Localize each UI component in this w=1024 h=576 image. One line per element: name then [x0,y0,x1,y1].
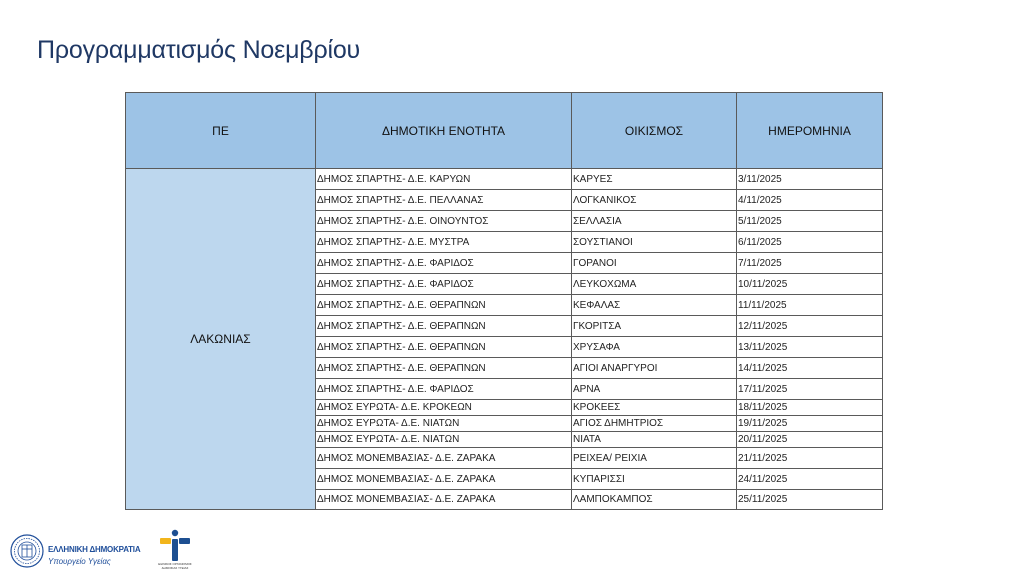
page-title: Προγραμματισμός Νοεμβρίου [37,36,361,64]
government-label [48,544,140,568]
date-cell: 5/11/2025 [737,211,883,232]
date-cell: 11/11/2025 [737,295,883,316]
schedule-table [125,92,883,510]
settlement-cell: ΡΕΙΧΕΑ/ ΡΕΙΧΙΑ [572,448,737,469]
unit-cell: ΔΗΜΟΣ ΣΠΑΡΤΗΣ- Δ.Ε. ΦΑΡΙΔΟΣ [316,379,572,400]
settlement-cell: ΣΟΥΣΤΙΑΝΟΙ [572,232,737,253]
unit-cell: ΔΗΜΟΣ ΣΠΑΡΤΗΣ- Δ.Ε. ΘΕΡΑΠΝΩΝ [316,316,572,337]
date-cell: 19/11/2025 [737,416,883,432]
date-cell: 13/11/2025 [737,337,883,358]
unit-cell: ΔΗΜΟΣ ΕΥΡΩΤΑ- Δ.Ε. ΝΙΑΤΩΝ [316,416,572,432]
settlement-cell: ΛΑΜΠΟΚΑΜΠΟΣ [572,490,737,510]
date-cell: 4/11/2025 [737,190,883,211]
date-cell: 25/11/2025 [737,490,883,510]
eody-caption: ΕΘΝΙΚΟΣ ΟΡΓΑΝΙΣΜΟΣ ΔΗΜΟΣΙΑΣ ΥΓΕΙΑΣ [158,562,192,570]
unit-cell: ΔΗΜΟΣ ΣΠΑΡΤΗΣ- Δ.Ε. ΘΕΡΑΠΝΩΝ [316,337,572,358]
table-header-row [126,93,883,169]
settlement-cell: ΑΓΙΟΣ ΔΗΜΗΤΡΙΟΣ [572,416,737,432]
date-cell: 10/11/2025 [737,274,883,295]
settlement-cell: ΛΟΓΚΑΝΙΚΟΣ [572,190,737,211]
settlement-cell: ΣΕΛΛΑΣΙΑ [572,211,737,232]
settlement-cell: ΚΑΡΥΕΣ [572,169,737,190]
greek-republic-seal-icon [10,534,44,568]
settlement-cell: ΧΡΥΣΑΦΑ [572,337,737,358]
date-cell: 14/11/2025 [737,358,883,379]
pe-cell: ΛΑΚΩΝΙΑΣ [126,169,316,510]
unit-cell: ΔΗΜΟΣ ΜΟΝΕΜΒΑΣΙΑΣ- Δ.Ε. ΖΑΡΑΚΑ [316,469,572,490]
ministry-name: Υπουργείο Υγείας [48,557,111,566]
settlement-cell: ΚΡΟΚΕΕΣ [572,400,737,416]
settlement-cell: ΓΚΟΡΙΤΣΑ [572,316,737,337]
settlement-cell: ΓΟΡΑΝΟΙ [572,253,737,274]
date-cell: 7/11/2025 [737,253,883,274]
table-row [126,169,883,190]
unit-cell: ΔΗΜΟΣ ΣΠΑΡΤΗΣ- Δ.Ε. ΘΕΡΑΠΝΩΝ [316,295,572,316]
gov-name: ΕΛΛΗΝΙΚΗ ΔΗΜΟΚΡΑΤΙΑ [48,545,141,554]
date-cell: 3/11/2025 [737,169,883,190]
unit-cell: ΔΗΜΟΣ ΣΠΑΡΤΗΣ- Δ.Ε. ΦΑΡΙΔΟΣ [316,274,572,295]
settlement-cell: ΚΕΦΑΛΑΣ [572,295,737,316]
settlement-cell: ΚΥΠΑΡΙΣΣΙ [572,469,737,490]
settlement-cell: ΝΙΑΤΑ [572,432,737,448]
date-cell: 24/11/2025 [737,469,883,490]
header-municipal-unit: ΔΗΜΟΤΙΚΗ ΕΝΟΤΗΤΑ [316,93,572,169]
eody-cross-logo-icon [150,528,200,564]
date-cell: 20/11/2025 [737,432,883,448]
unit-cell: ΔΗΜΟΣ ΣΠΑΡΤΗΣ- Δ.Ε. ΘΕΡΑΠΝΩΝ [316,358,572,379]
unit-cell: ΔΗΜΟΣ ΕΥΡΩΤΑ- Δ.Ε. ΝΙΑΤΩΝ [316,432,572,448]
date-cell: 6/11/2025 [737,232,883,253]
header-pe: ΠΕ [126,93,316,169]
unit-cell: ΔΗΜΟΣ ΣΠΑΡΤΗΣ- Δ.Ε. ΚΑΡΥΩΝ [316,169,572,190]
date-cell: 18/11/2025 [737,400,883,416]
settlement-cell: ΑΓΙΟΙ ΑΝΑΡΓΥΡΟΙ [572,358,737,379]
unit-cell: ΔΗΜΟΣ ΣΠΑΡΤΗΣ- Δ.Ε. ΜΥΣΤΡΑ [316,232,572,253]
footer [0,520,1024,576]
header-date: ΗΜΕΡΟΜΗΝΙΑ [737,93,883,169]
date-cell: 21/11/2025 [737,448,883,469]
unit-cell: ΔΗΜΟΣ ΣΠΑΡΤΗΣ- Δ.Ε. ΟΙΝΟΥΝΤΟΣ [316,211,572,232]
settlement-cell: ΛΕΥΚΟΧΩΜΑ [572,274,737,295]
unit-cell: ΔΗΜΟΣ ΣΠΑΡΤΗΣ- Δ.Ε. ΦΑΡΙΔΟΣ [316,253,572,274]
date-cell: 12/11/2025 [737,316,883,337]
settlement-cell: ΑΡΝΑ [572,379,737,400]
header-settlement: ΟΙΚΙΣΜΟΣ [572,93,737,169]
unit-cell: ΔΗΜΟΣ ΜΟΝΕΜΒΑΣΙΑΣ- Δ.Ε. ΖΑΡΑΚΑ [316,448,572,469]
unit-cell: ΔΗΜΟΣ ΕΥΡΩΤΑ- Δ.Ε. ΚΡΟΚΕΩΝ [316,400,572,416]
table-body [126,169,883,510]
unit-cell: ΔΗΜΟΣ ΜΟΝΕΜΒΑΣΙΑΣ- Δ.Ε. ΖΑΡΑΚΑ [316,490,572,510]
date-cell: 17/11/2025 [737,379,883,400]
unit-cell: ΔΗΜΟΣ ΣΠΑΡΤΗΣ- Δ.Ε. ΠΕΛΛΑΝΑΣ [316,190,572,211]
